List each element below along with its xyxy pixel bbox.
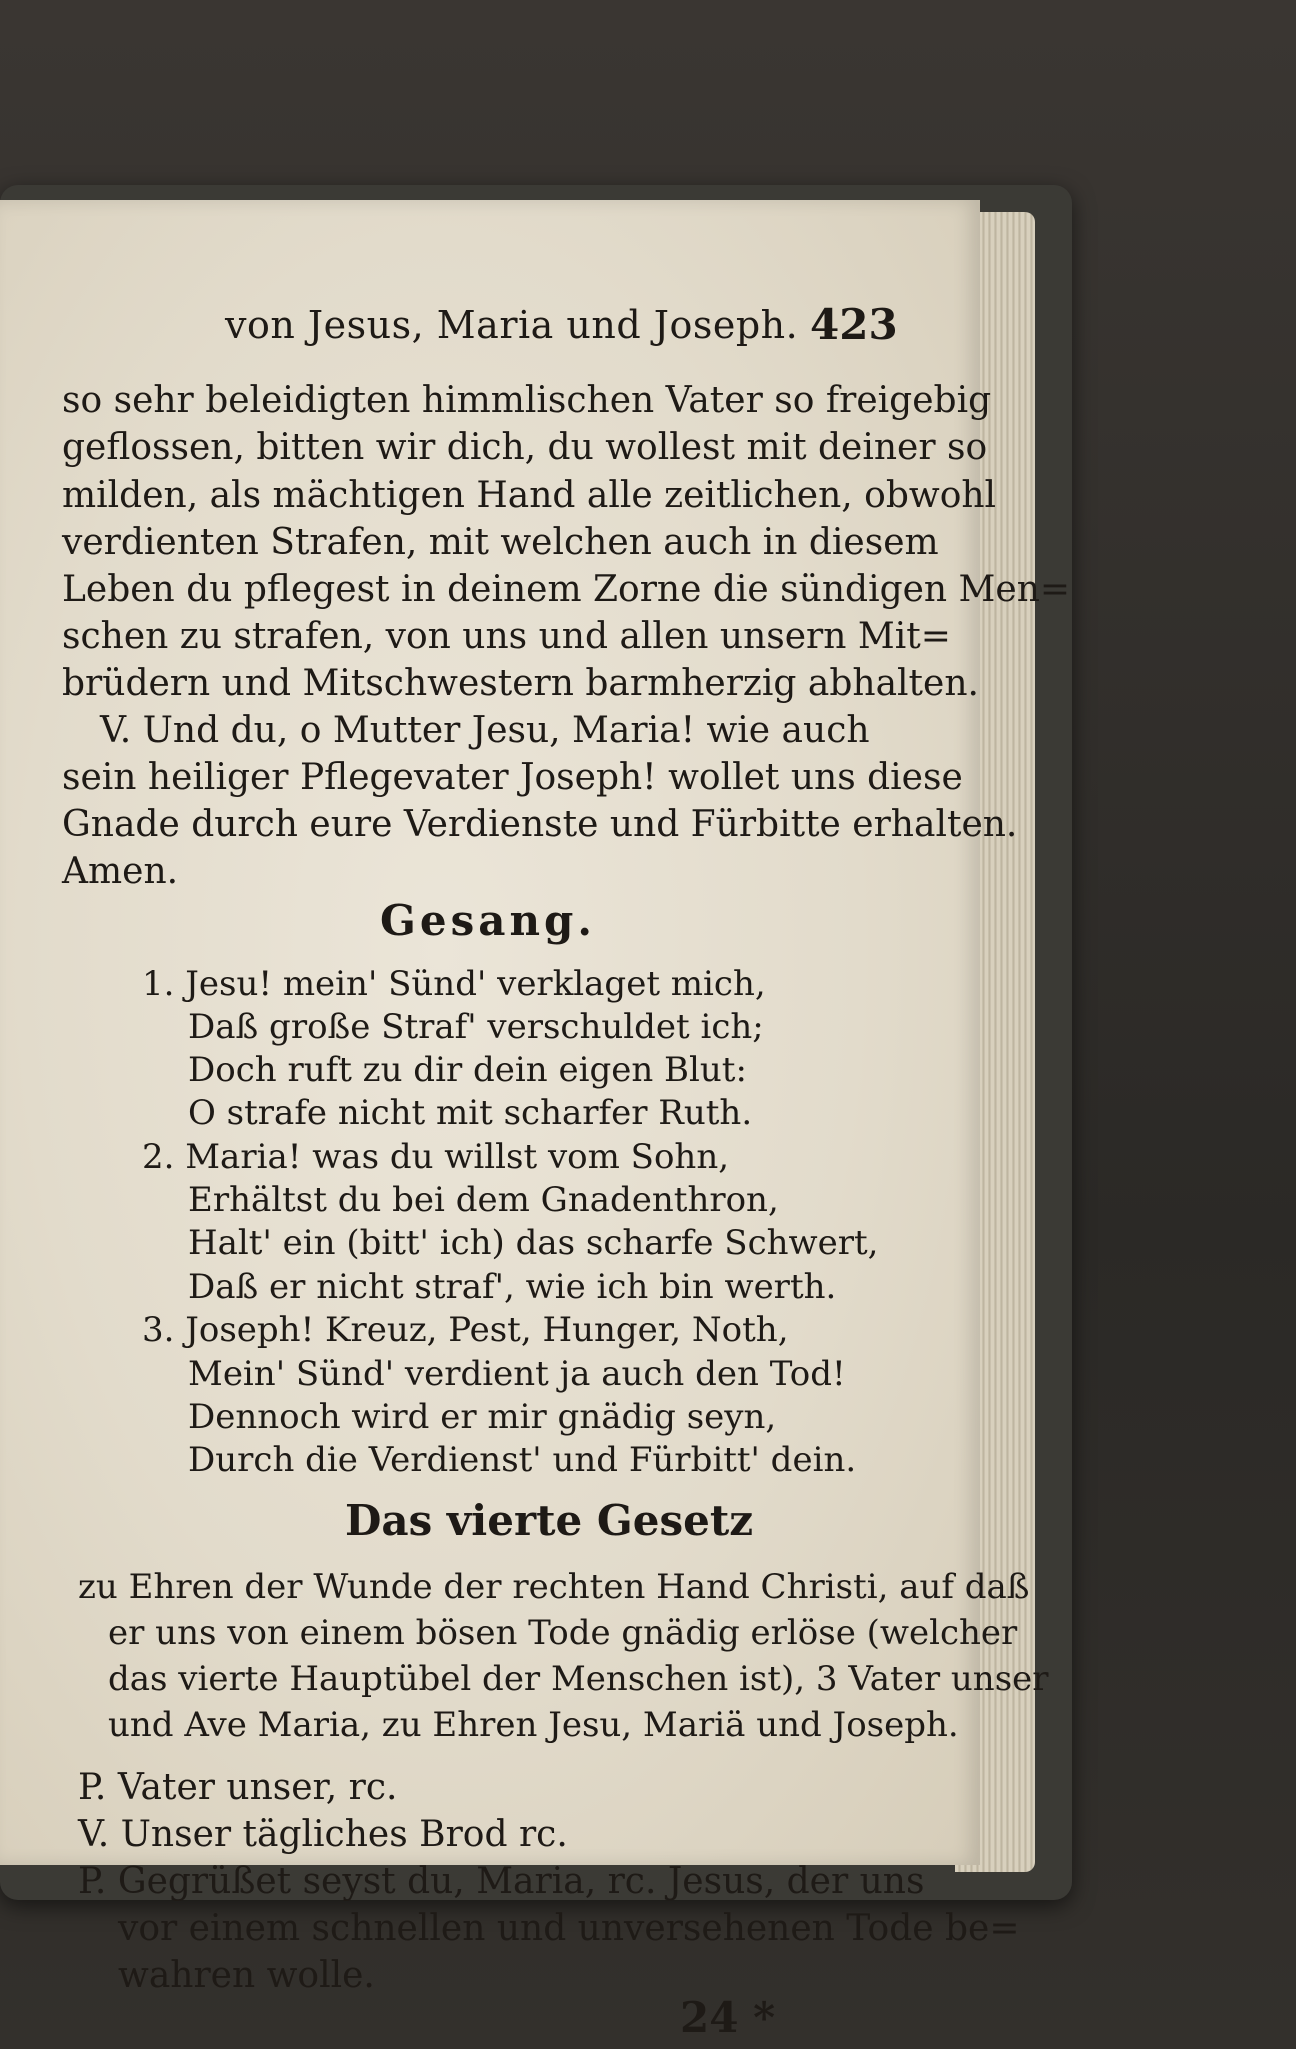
text-line: so sehr beleidigten himmlischen Vater so freigebig: [62, 380, 992, 421]
text-line: Gnade durch eure Verdienste und Fürbitte erhalten.: [62, 804, 1018, 845]
text-line: zu Ehren der Wunde der rechten Hand Christi, auf daß: [78, 1567, 1030, 1607]
text-line: verdienten Strafen, mit welchen auch in diesem: [62, 522, 939, 563]
text-line: Amen.: [62, 851, 179, 892]
text-line: er uns von einem bösen Tode gnädig erlöse (welcher: [108, 1613, 1018, 1653]
text-line: und Ave Maria, zu Ehren Jesu, Mariä und Joseph.: [108, 1705, 959, 1745]
response-line: wahren wolle.: [118, 1955, 375, 1996]
text-line: das vierte Hauptübel der Menschen ist), 3 Vater unser: [108, 1659, 1049, 1699]
song-line: 3. Joseph! Kreuz, Pest, Hunger, Noth,: [142, 1310, 789, 1350]
text-line: schen zu strafen, von uns und allen unsern Mit=: [62, 616, 951, 657]
song-line: Halt' ein (bitt' ich) das scharfe Schwert,: [188, 1223, 879, 1263]
response-line: P. Vater unser, rc.: [78, 1767, 398, 1808]
text-line: milden, als mächtigen Hand alle zeitlichen, obwohl: [62, 475, 997, 516]
book-page: [0, 200, 1071, 1996]
song-line: 2. Maria! was du willst vom Sohn,: [142, 1137, 730, 1177]
song-line: Doch ruft zu dir dein eigen Blut:: [188, 1050, 747, 1090]
running-header: von Jesus, Maria und Joseph.: [225, 303, 799, 347]
page-number: 423: [810, 300, 898, 349]
song-line: Erhältst du bei dem Gnadenthron,: [188, 1180, 779, 1220]
response-line: vor einem schnellen und unversehenen Tode be=: [118, 1908, 1020, 1949]
song-heading: Gesang.: [380, 896, 596, 945]
song-line: Daß er nicht straf', wie ich bin werth.: [188, 1267, 837, 1307]
text-line: V. Und du, o Mutter Jesu, Maria! wie auch: [100, 710, 870, 751]
signature-mark: 24 *: [680, 1993, 776, 2042]
text-line: Leben du pflegest in deinem Zorne die sündigen Men=: [62, 569, 1071, 610]
text-line: geflossen, bitten wir dich, du wollest mit deiner so: [62, 427, 988, 468]
song-line: Durch die Verdienst' und Fürbitt' dein.: [188, 1440, 857, 1480]
song-line: Dennoch wird er mir gnädig seyn,: [188, 1397, 777, 1437]
song-line: Daß große Straf' verschuldet ich;: [188, 1007, 764, 1047]
song-line: O strafe nicht mit scharfer Ruth.: [188, 1093, 753, 1133]
response-line: P. Gegrüßet seyst du, Maria, rc. Jesus, der uns: [78, 1861, 925, 1902]
text-line: brüdern und Mitschwestern barmherzig abhalten.: [62, 663, 979, 704]
text-line: sein heiliger Pflegevater Joseph! wollet uns diese: [62, 757, 963, 798]
section-heading: Das vierte Gesetz: [345, 1496, 754, 1545]
song-line: 1. Jesu! mein' Sünd' verklaget mich,: [142, 964, 766, 1004]
response-line: V. Unser tägliches Brod rc.: [78, 1814, 568, 1855]
song-line: Mein' Sünd' verdient ja auch den Tod!: [188, 1354, 846, 1394]
